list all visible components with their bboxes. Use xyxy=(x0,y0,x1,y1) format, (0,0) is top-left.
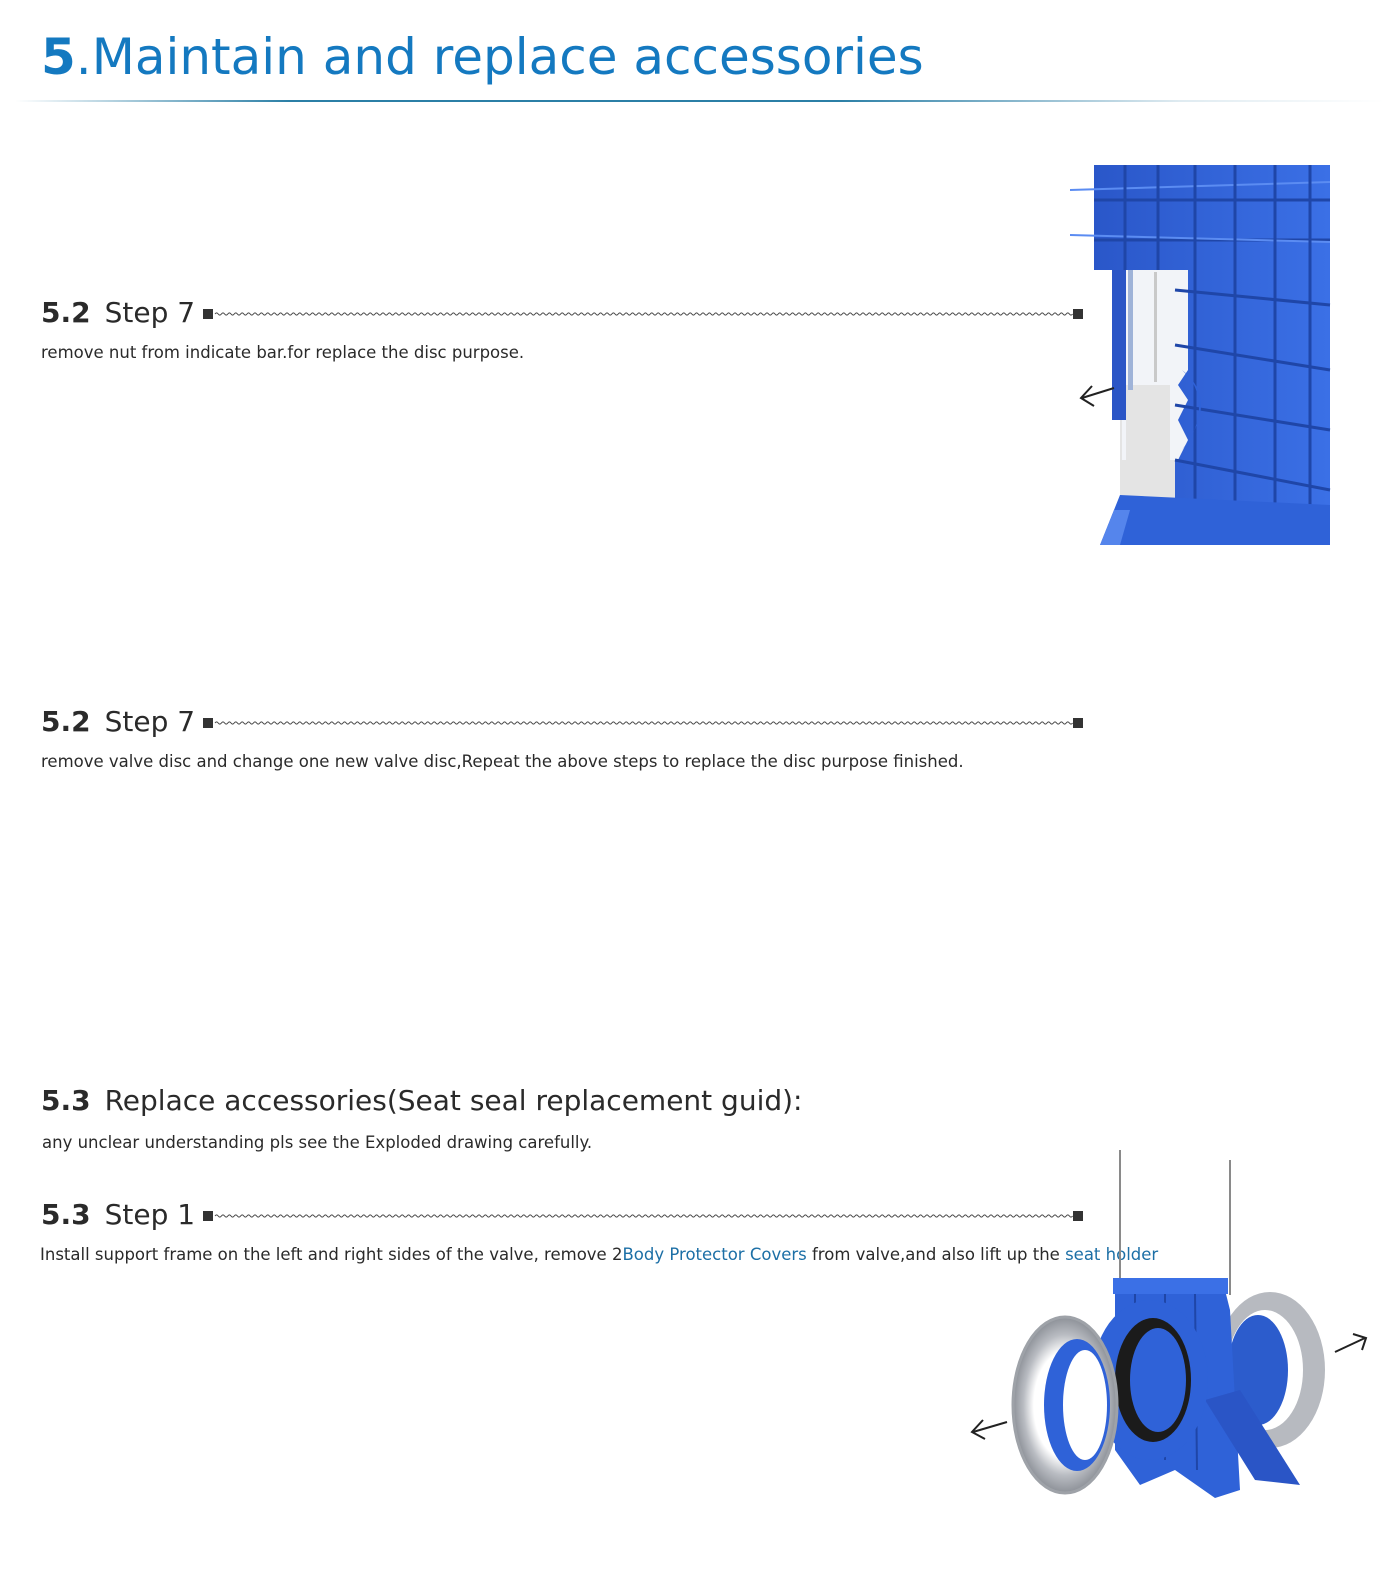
arrow-left-icon xyxy=(972,1420,1007,1439)
highlight-body-protector-covers: Body Protector Covers xyxy=(622,1245,807,1264)
divider-wave-line xyxy=(215,1215,1073,1217)
section-number: 5.2 xyxy=(41,296,91,329)
desc-text: from valve,and also lift up the xyxy=(806,1245,1066,1264)
valve-exploded-illustration xyxy=(965,1150,1375,1510)
section-heading-5-2-step-7-b xyxy=(41,704,195,740)
section-heading-5-2-step-7-a xyxy=(41,295,195,331)
section-heading-5-3-step-1 xyxy=(41,1197,195,1233)
wavy-divider xyxy=(203,306,1085,322)
divider-end-square xyxy=(1073,718,1083,728)
valve-frame-illustration xyxy=(1070,160,1340,550)
section-description: remove nut from indicate bar.for replace the disc purpose. xyxy=(41,343,525,362)
section-description: any unclear understanding pls see the Exploded drawing carefully. xyxy=(42,1133,593,1152)
divider-end-square xyxy=(203,1211,213,1221)
divider-wave-line xyxy=(215,313,1073,315)
wavy-divider xyxy=(203,1208,1085,1224)
section-number: 5.3 xyxy=(41,1084,91,1117)
title-underline xyxy=(15,100,1385,102)
arrow-right-icon xyxy=(1335,1334,1366,1352)
section-label: Step 7 xyxy=(104,705,196,738)
title-text: .Maintain and replace accessories xyxy=(75,28,924,86)
divider-end-square xyxy=(203,718,213,728)
section-number: 5.3 xyxy=(41,1198,91,1231)
divider-end-square xyxy=(203,309,213,319)
divider-wave-line xyxy=(215,722,1073,724)
page-title xyxy=(41,22,924,92)
section-number: 5.2 xyxy=(41,705,91,738)
section-label: Replace accessories(Seat seal replacement guid): xyxy=(104,1084,803,1117)
section-label: Step 1 xyxy=(104,1198,196,1231)
section-label: Step 7 xyxy=(104,296,196,329)
desc-text: Install support frame on the left and right sides of the valve, remove 2 xyxy=(40,1245,623,1264)
title-number: 5 xyxy=(41,28,76,86)
highlight-seat-holder: seat holder xyxy=(1065,1245,1159,1264)
arrow-left-icon xyxy=(1081,386,1114,406)
section-heading-5-3-replace-accessories xyxy=(41,1083,802,1119)
section-description: remove valve disc and change one new valve disc,Repeat the above steps to replace the disc purpose finished. xyxy=(41,752,964,771)
wavy-divider xyxy=(203,715,1085,731)
